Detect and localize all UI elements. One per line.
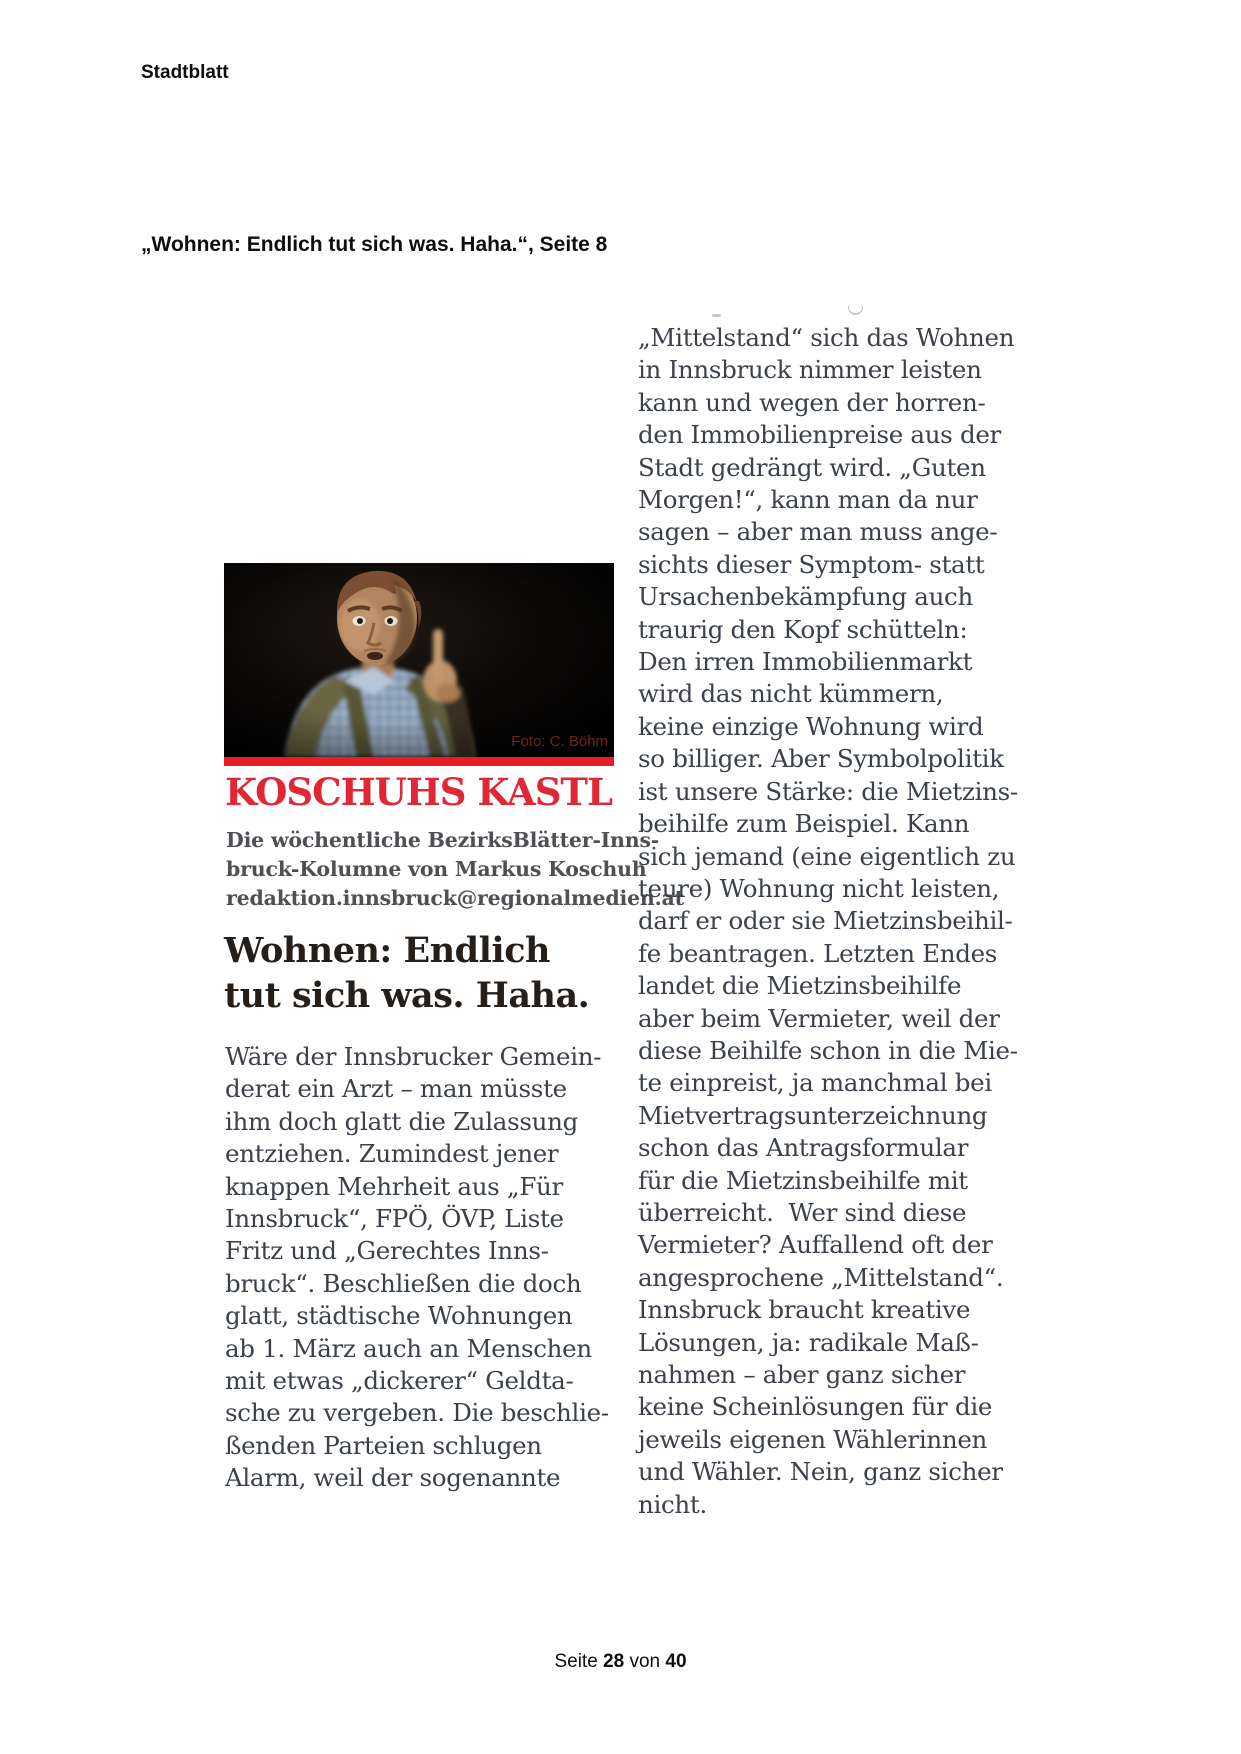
text-line: Innsbruck“, FPÖ, ÖVP, Liste — [225, 1204, 564, 1234]
text-line: darf er oder sie Mietzinsbeihil- — [638, 906, 1013, 936]
text-line: kann und wegen der horren- — [638, 387, 986, 417]
text-line: Wohnen: Endlich — [224, 930, 550, 971]
text-line: Wäre der Innsbrucker Gemein- — [225, 1042, 602, 1071]
text-line: beihilfe zum Beispiel. Kann — [638, 809, 970, 839]
text-line: schon das Antragsformular — [638, 1133, 969, 1163]
text-line: sichts dieser Symptom- statt — [638, 549, 985, 579]
column-subtitle — [226, 826, 684, 913]
text-line: keine einzige Wohnung wird — [638, 711, 984, 741]
text-line: überreicht. Wer sind diese — [638, 1197, 967, 1227]
text-line: Die wöchentliche BezirksBlätter-Inns- — [226, 828, 660, 852]
text-line: mit etwas „dickerer“ Geldta- — [225, 1366, 574, 1396]
text-line: aber beim Vermieter, weil der — [638, 1003, 1000, 1033]
text-line: so billiger. Aber Symbolpolitik — [638, 744, 1004, 774]
text-line: nahmen – aber ganz sicher — [638, 1360, 966, 1389]
text-line: und Wähler. Nein, ganz sicher — [638, 1457, 1003, 1487]
text-line: ab 1. März auch an Menschen — [225, 1333, 592, 1363]
footer-von-label: von — [629, 1651, 661, 1672]
text-line: bruck-Kolumne von Markus Koschuh — [226, 857, 647, 881]
article-right-column-text — [638, 322, 1018, 1521]
text-line: für die Mietzinsbeihilfe mit — [638, 1165, 968, 1195]
text-line: jeweils eigenen Wählerinnen — [638, 1424, 988, 1454]
text-line: angesprochene „Mittelstand“. — [638, 1262, 1004, 1292]
footer-total-pages: 40 — [665, 1651, 687, 1672]
text-line: sagen – aber man muss ange- — [638, 517, 998, 547]
columnist-photo-image — [224, 563, 614, 757]
text-line: Mietvertragsunterzeichnung — [638, 1100, 988, 1130]
columnist-photo — [224, 563, 614, 766]
text-line: traurig den Kopf schütteln: — [638, 614, 968, 644]
text-line: nicht. — [638, 1489, 707, 1519]
page-footer — [0, 1651, 1241, 1673]
text-line: ihm doch glatt die Zulassung — [225, 1106, 578, 1136]
photo-credit: Foto: C. Böhm — [511, 733, 608, 750]
text-line: ßenden Parteien schlugen — [225, 1430, 542, 1460]
text-line: Morgen!“, kann man da nur — [638, 485, 978, 515]
text-line: derat ein Arzt – man müsste — [225, 1074, 567, 1104]
article-headline — [224, 928, 589, 1018]
text-line: sich jemand (eine eigentlich zu — [638, 841, 1016, 871]
text-line: diese Beihilfe schon in die Mie- — [638, 1035, 1018, 1065]
text-line: sche zu vergeben. Die beschlie- — [225, 1398, 609, 1428]
text-line: bruck“. Beschließen die doch — [225, 1268, 582, 1298]
text-line: entziehen. Zumindest jener — [225, 1139, 559, 1169]
text-line: fe beantragen. Letzten Endes — [638, 938, 998, 968]
text-line: Vermieter? Auffallend oft der — [638, 1230, 993, 1260]
text-line: knappen Mehrheit aus „Für — [225, 1171, 563, 1201]
footer-seite-label: Seite — [554, 1651, 598, 1672]
text-line: landet die Mietzinsbeihilfe — [638, 971, 962, 1001]
text-line: Alarm, weil der sogenannte — [225, 1463, 561, 1493]
page-header-text: Stadtblatt — [141, 62, 229, 83]
text-line: in Innsbruck nimmer leisten — [638, 355, 982, 385]
red-divider-bar — [224, 757, 614, 766]
text-line: ist unsere Stärke: die Mietzins- — [638, 776, 1018, 806]
clipped-text-fragment — [712, 314, 721, 317]
clipped-text-fragment — [848, 306, 863, 315]
text-line: keine Scheinlösungen für die — [638, 1392, 993, 1422]
text-line: Stadt gedrängt wird. „Guten — [638, 452, 986, 482]
text-line: Innsbruck braucht kreative — [638, 1295, 971, 1325]
text-line: den Immobilienpreise aus der — [638, 420, 1001, 450]
article-left-column-text — [225, 1041, 620, 1495]
text-line: tut sich was. Haha. — [224, 975, 590, 1016]
text-line: teure) Wohnung nicht leisten, — [638, 873, 1000, 903]
text-line: glatt, städtische Wohnungen — [225, 1301, 573, 1331]
text-line: „Mittelstand“ sich das Wohnen — [638, 323, 1015, 352]
text-line: Lösungen, ja: radikale Maß- — [638, 1327, 979, 1357]
text-line: redaktion.innsbruck@regionalmedien.at — [226, 886, 684, 910]
column-title: KOSCHUHS KASTL — [225, 770, 612, 814]
text-line: Ursachenbekämpfung auch — [638, 582, 973, 612]
text-line: Den irren Immobilienmarkt — [638, 647, 973, 677]
text-line: te einpreist, ja manchmal bei — [638, 1068, 992, 1098]
text-line: wird das nicht kümmern, — [638, 679, 944, 709]
footer-page-number: 28 — [603, 1651, 625, 1672]
document-title: „Wohnen: Endlich tut sich was. Haha.“, Seite 8 — [141, 233, 608, 256]
text-line: Fritz und „Gerechtes Inns- — [225, 1236, 549, 1266]
